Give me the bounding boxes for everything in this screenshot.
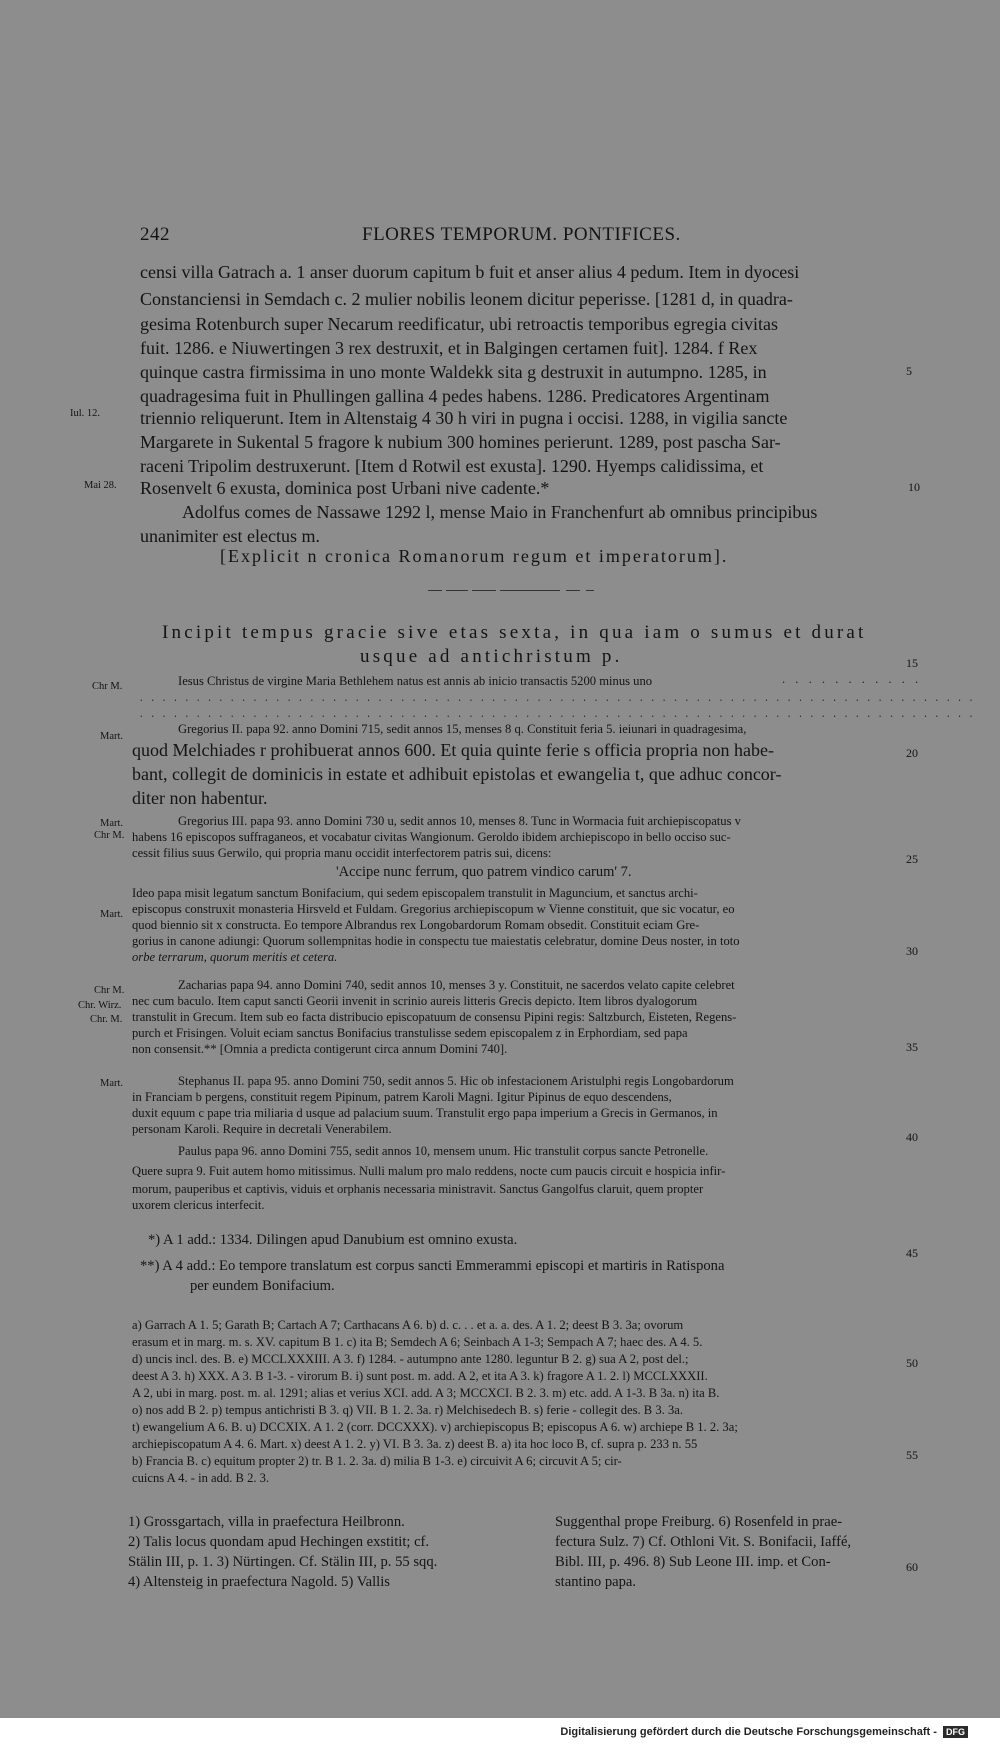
line-number: 15 bbox=[906, 656, 918, 670]
footnote-right: stantino papa. bbox=[555, 1574, 637, 1590]
paulus-line: morum, pauperibus et captivis, viduis et orphanis necessaria ministravit. Sanctus Gangolfus claruit, quem propter bbox=[132, 1182, 704, 1196]
running-title: FLORES TEMPORUM. PONTIFICES. bbox=[362, 224, 681, 245]
apparatus-line: t) ewangelium A 6. B. u) DCCXIX. A 1. 2 (corr. DCCXXX). v) archiepiscopus B; episcopus A 6. w) archiepe B 1. 2. 3a; bbox=[132, 1420, 738, 1434]
footnote-left: 1) Grossgartach, villa in praefectura Heilbronn. bbox=[128, 1514, 405, 1530]
star-note: **) A 4 add.: Eo tempore translatum est corpus sancti Emmerammi episcopi et martiris in Ratispona bbox=[140, 1258, 725, 1274]
footer-credit-text: Digitalisierung gefördert durch die Deutsche Forschungsgemeinschaft - bbox=[560, 1726, 937, 1738]
chronicle-line: Rosenvelt 6 exusta, dominica post Urbani nive cadente.* bbox=[140, 478, 550, 498]
dotted-leader: . . . . . . . . . . . . . . . . . . . . . . . . . . . . . . . . . . . . . . . . . . . . . . . . . . . . . . . . . . . . . . . . . . . . . . . . . . bbox=[140, 690, 976, 704]
gregorius2-line: Gregorius II. papa 92. anno Domini 715, sedit annos 15, menses 8 q. Constituit feria 5. ieiunari in quadragesima, bbox=[178, 722, 747, 736]
incipit-title: Incipit tempus gracie sive etas sexta, in qua iam o sumus et durat bbox=[162, 622, 867, 643]
apparatus-line: archiepiscopatum A 4. 6. Mart. x) deest A 1. 2. y) VI. B 3. 3a. z) deest B. a) ita hoc loco B, cf. supra p. 233 n. 55 bbox=[132, 1437, 698, 1451]
footnote-left: 4) Altensteig in praefectura Nagold. 5) Vallis bbox=[128, 1574, 390, 1590]
gregorius3-line: cessit filius suus Gerwilo, qui propria manu occidit interfectorem patris sui, dicens: bbox=[132, 846, 552, 860]
gregorius3-line: quod biennio sit x constructa. Eo tempore Albrandus rex Longobardorum Romam obsedit. Constituit eciam Gre- bbox=[132, 918, 700, 932]
footer-credit[interactable] bbox=[560, 1726, 968, 1738]
line-number: 20 bbox=[906, 746, 918, 760]
margin-note: Chr. M. bbox=[90, 1014, 123, 1025]
chronicle-line: gesima Rotenburch super Necarum reedificatur, ubi retroactis temporibus egregia civitas bbox=[140, 314, 779, 334]
iesus-line: Iesus Christus de virgine Maria Bethlehem natus est annis ab inicio transactis 5200 minus uno bbox=[178, 674, 653, 688]
chronicle-line: triennio reliquerunt. Item in Altenstaig 4 30 h viri in pugna i occisi. 1288, in vigilia sancte bbox=[140, 408, 788, 428]
margin-note: Mart. bbox=[100, 731, 124, 742]
zacharias-line: transtulit in Grecum. Item sub eo facta distribucio episcopatuum de consensu Pipini regis: Saltzburch, Eisteten, Regens- bbox=[132, 1010, 737, 1024]
margin-note: Chr. Wirz. bbox=[78, 1000, 122, 1011]
apparatus-line: a) Garrach A 1. 5; Garath B; Cartach A 7; Carthacans A 6. b) d. c. . . et a. a. des. A 1. 2; deest B 3. 3a; ovorum bbox=[132, 1318, 684, 1332]
line-number: 45 bbox=[906, 1246, 918, 1260]
line-number: 50 bbox=[906, 1356, 918, 1370]
footnote-left: Stälin III, p. 1. 3) Nürtingen. Cf. Stälin III, p. 55 sqq. bbox=[128, 1554, 438, 1570]
apparatus-line: d) uncis incl. des. B. e) MCCLXXXIII. A 3. f) 1284. - autumpno ante 1280. leguntur B 2. g) sua A 2, post del.; bbox=[132, 1352, 689, 1366]
gregorius2-line: quod Melchiades r prohibuerat annos 600. Et quia quinte ferie s officia propria non habe- bbox=[132, 740, 774, 760]
zacharias-line: nec cum baculo. Item caput sancti Georii invenit in scrinio aureis litteris Grecis depicto. Item libros dyalogorum bbox=[132, 994, 698, 1008]
footnote-right: fectura Sulz. 7) Cf. Othloni Vit. S. Bonifacii, Iaffé, bbox=[555, 1534, 852, 1550]
digitization-footer bbox=[0, 1718, 1000, 1746]
gregorius3-line: episcopus construxit monasteria Hirsveld et Fuldam. Gregorius archiepiscopum w Vienne constituit, que sic vocatur, eo bbox=[132, 902, 735, 916]
dfg-logo-icon: DFG bbox=[943, 1726, 968, 1738]
chronicle-line: Constanciensi in Semdach c. 2 mulier nobilis leonem dicitur peperisse. [1281 d, in quadra- bbox=[140, 289, 793, 309]
apparatus-line: o) nos add B 2. p) tempus antichristi B 3. q) VII. B 1. 2. 3a. r) Melchisedech B. s) ferie - collegit des. B 3. 3a. bbox=[132, 1403, 683, 1417]
line-number: 60 bbox=[906, 1560, 918, 1574]
chronicle-line: quadragesima fuit in Phullingen gallina 4 pedes habens. 1286. Predicatores Argentinam bbox=[140, 386, 770, 406]
explicit-line: [Explicit n cronica Romanorum regum et imperatorum]. bbox=[220, 546, 729, 566]
apparatus-line: deest A 3. h) XXX. A 3. B 1-3. - virorum B. i) sunt post. m. add. A 2, et ita A 3. k) fragore A 1. 2. l) MCCLXXXII. bbox=[132, 1369, 708, 1383]
margin-note: Chr M. bbox=[92, 681, 123, 692]
footnote-right: Suggenthal prope Freiburg. 6) Rosenfeld in prae- bbox=[555, 1514, 843, 1530]
line-number: 55 bbox=[906, 1448, 918, 1462]
zacharias-line: non consensit.** [Omnia a predicta contigerunt circa annum Domini 740]. bbox=[132, 1042, 508, 1056]
margin-note: Chr M. bbox=[94, 985, 125, 996]
gregorius2-line: diter non habentur. bbox=[132, 788, 268, 808]
footnote-left: 2) Talis locus quondam apud Hechingen exstitit; cf. bbox=[128, 1534, 430, 1550]
paulus-line: uxorem clericus interfecit. bbox=[132, 1198, 265, 1212]
margin-note: Mai 28. bbox=[84, 480, 117, 491]
stephanus-line: in Franciam b pergens, constituit regem Pipinum, patrem Karoli Magni. Igitur Pipinus de equo descendens, bbox=[132, 1090, 672, 1104]
margin-note: Mart. bbox=[100, 818, 124, 829]
gregorius3-verse: 'Accipe nunc ferrum, quo patrem vindico carum' 7. bbox=[336, 864, 632, 880]
line-number: 35 bbox=[906, 1040, 918, 1054]
chronicle-line: fuit. 1286. e Niuwertingen 3 rex destruxit, et in Balgingen certamen fuit]. 1284. f Rex bbox=[140, 338, 758, 358]
stephanus-line: personam Karoli. Require in decretali Venerabilem. bbox=[132, 1122, 392, 1136]
apparatus-line: A 2, ubi in marg. post. m. al. 1291; alias et verius XCI. add. A 3; MCCXCI. B 2. 3. m) etc. add. A 1-3. B 3a. n) ita B. bbox=[132, 1386, 720, 1400]
apparatus-line: cuicns A 4. - in add. B 2. 3. bbox=[132, 1471, 270, 1485]
gregorius3-line: orbe terrarum, quorum meritis et cetera. bbox=[132, 950, 338, 964]
margin-note: Chr M. bbox=[94, 830, 125, 841]
footnote-right: Bibl. III, p. 496. 8) Sub Leone III. imp. et Con- bbox=[555, 1554, 831, 1570]
chronicle-line: quinque castra firmissima in uno monte Waldekk sita g destruxit in autumpno. 1285, in bbox=[140, 362, 767, 382]
dotted-leader: . . . . . . . . . . . . . . . . . . . . . . . . . . . . . . . . . . . . . . . . . . . . . . . . . . . . . . . . . . . . . . . . . . . . . . . . . . bbox=[140, 706, 976, 720]
stephanus-line: Stephanus II. papa 95. anno Domini 750, sedit annos 5. Hic ob infestacionem Aristulphi regis Longobardorum bbox=[178, 1074, 734, 1088]
adolfus-line: unanimiter est electus m. bbox=[140, 526, 320, 546]
adolfus-line: Adolfus comes de Nassawe 1292 l, mense Maio in Franchenfurt ab omnibus principibus bbox=[182, 502, 818, 522]
dotted-leader: . . . . . . . . . . . bbox=[782, 672, 922, 686]
gregorius3-line: Ideo papa misit legatum sanctum Bonifacium, qui sedem episcopalem transtulit in Maguncium, et sanctus archi- bbox=[132, 886, 698, 900]
star-note: *) A 1 add.: 1334. Dilingen apud Danubium est omnino exusta. bbox=[148, 1232, 518, 1248]
chronicle-line: censi villa Gatrach a. 1 anser duorum capitum b fuit et anser alius 4 pedum. Item in dyocesi bbox=[140, 262, 800, 282]
margin-note: Mart. bbox=[100, 909, 124, 920]
line-number: 25 bbox=[906, 852, 918, 866]
zacharias-line: purch et Frisingen. Voluit eciam sanctus Bonifacius transtulisse sedem episcopalem z in Erphordiam, sed papa bbox=[132, 1026, 688, 1040]
chronicle-line: raceni Tripolim destruxerunt. [Item d Rotwil est exusta]. 1290. Hyemps calidissima, et bbox=[140, 456, 764, 476]
margin-note: Iul. 12. bbox=[70, 408, 101, 419]
apparatus-line: b) Francia B. c) equitum propter 2) tr. B 1. 2. 3a. d) milia B 1-3. e) circuivit A 6; circuvit A 5; cir- bbox=[132, 1454, 622, 1468]
gregorius3-line: habens 16 episcopos suffraganeos, et vocabatur civitas Wangionum. Geroldo ibidem archiepiscopo in bello occiso suc- bbox=[132, 830, 731, 844]
line-number: 40 bbox=[906, 1130, 918, 1144]
zacharias-line: Zacharias papa 94. anno Domini 740, sedit annos 10, menses 3 y. Constituit, ne sacerdos velato capite celebret bbox=[178, 978, 735, 992]
stephanus-line: duxit equum c pape tria miliaria d usque ad palacium suum. Transtulit ergo papa imperium a Grecis in Germanos, in bbox=[132, 1106, 718, 1120]
gregorius3-line: Gregorius III. papa 93. anno Domini 730 u, sedit annos 10, menses 8. Tunc in Wormacia fuit archiepiscopatus v bbox=[178, 814, 741, 828]
apparatus-line: erasum et in marg. m. s. XV. capitum B 1. c) ita B; Semdech A 6; Seinbach A 1-3; Sempach A 7; haec des. A 4. 5. bbox=[132, 1335, 703, 1349]
paulus-line: Paulus papa 96. anno Domini 755, sedit annos 10, mensem unum. Hic transtulit corpus sancte Petronelle. bbox=[178, 1144, 709, 1158]
gregorius3-line: gorius in canone adiungi: Quorum sollempnitas hodie in conspectu tue maiestatis celebratur, domine Deus noster, in toto bbox=[132, 934, 740, 948]
line-number: 30 bbox=[906, 944, 918, 958]
chronicle-line: Margarete in Sukental 5 fragore k nubium 300 homines perierunt. 1289, post pascha Sar- bbox=[140, 432, 781, 452]
line-number: 10 bbox=[908, 480, 920, 494]
gregorius2-line: bant, collegit de dominicis in estate et adhibuit epistolas et ewangelia t, que adhuc concor- bbox=[132, 764, 782, 784]
star-note: per eundem Bonifacium. bbox=[190, 1278, 335, 1294]
incipit-title: usque ad antichristum p. bbox=[360, 646, 623, 667]
line-number: 5 bbox=[906, 364, 912, 378]
paulus-line: Quere supra 9. Fuit autem homo mitissimus. Nulli malum pro malo reddens, nocte cum paucis circuit e hospicia infir- bbox=[132, 1164, 726, 1178]
page-number: 242 bbox=[140, 224, 170, 245]
margin-note: Mart. bbox=[100, 1078, 124, 1089]
